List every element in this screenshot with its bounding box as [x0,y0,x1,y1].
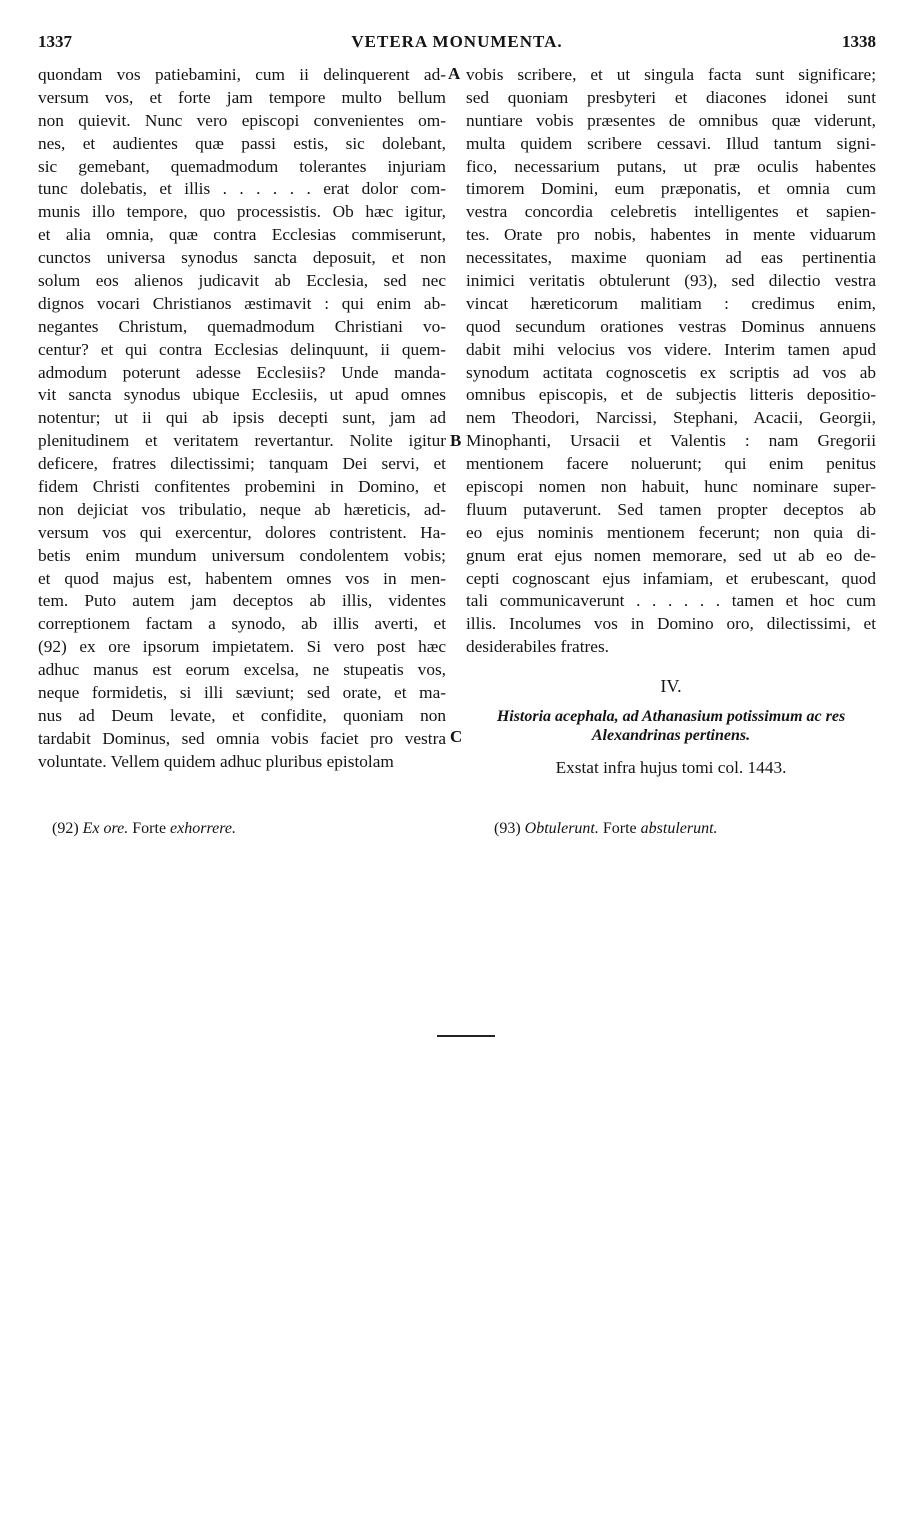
text-line: versum vos, et forte jam tempore multo bellum [38,87,446,107]
page-number-right: 1338 [842,32,876,51]
text-line: nem Theodori, Narcissi, Stephani, Acacii, Georgii, [466,408,876,428]
text-line: munis illo tempore, quo processistis. Ob hæc igitur, [38,202,446,222]
text-line: plenitudinem et veritatem revertantur. Nolite igitur [38,431,446,451]
text-line: episcopi nomen non habuit, hunc nominare super- [466,477,876,497]
text-line: eo ejus nominis mentionem fecerunt; non quia di- [466,522,876,542]
text-line: betis enim mundum universum condolentem vobis; [38,545,446,565]
text-line: tali communicaverunt . . . . . . tamen et hoc cum [466,591,876,611]
footnote-text: Forte [602,820,637,837]
text-line: quondam vos patiebamini, cum ii delinquerent ad- [38,65,446,84]
footnote-emendation: abstulerunt. [640,820,718,837]
running-title: VETERA MONUMENTA. [351,32,563,51]
text-line: illis. Incolumes vos in Domino oro, dilectissimi, et [466,614,876,634]
text-line: tem. Puto autem jam deceptos ab illis, videntes [38,591,446,611]
footnote-left [52,820,236,838]
text-line: non dejiciat vos tribulatio, neque ab hæreticis, ad- [38,499,446,519]
text-line: deficere, fratres dilectissimi; tanquam Dei servi, et [38,454,446,474]
text-line: necessitates, maxime quoniam ad eas pertinentia [466,248,876,268]
margin-marker-a: A [448,64,461,83]
text-line: sic gemebant, quemadmodum tolerantes injuriam [38,156,446,176]
text-line: mentionem facere noluerunt; qui enim penitus [466,454,876,474]
footnote-emendation: exhorrere. [170,820,236,837]
text-line: (92) ex ore ipsorum impietatem. Si vero post hæc [38,637,446,657]
text-line: vit sancta synodus ubique Ecclesiis, ut apud omnes [38,385,446,405]
text-line: tunc dolebatis, et illis . . . . . . erat dolor com- [38,179,446,199]
margin-marker-b: B [450,431,462,450]
left-column [38,64,446,774]
section-heading [466,707,876,745]
text-line: Minophanti, Ursacii et Valentis : nam Gregorii [466,431,876,451]
text-line: nus ad Deum levate, et confidite, quoniam non [38,705,446,725]
text-line: fico, necessarium putans, ut præ oculis habentes [466,156,876,176]
text-line: admodum poterunt adesse Ecclesiis? Unde manda- [38,362,446,382]
text-line: voluntate. Vellem quidem adhuc pluribus epistolam [38,751,394,771]
text-line: adhuc manus est eorum excelsa, ne stupeatis vos, [38,660,446,680]
section-heading-line: Historia acephala, ad Athanasium potissimum ac res [496,708,846,726]
text-line: dignos vocari Christianos æstimavit : qui enim ab- [38,293,446,313]
text-line: fidem Christi confitentes probemini in Domino, et [38,477,446,497]
text-line: correptionem factam a synodo, ab illis averti, et [38,614,446,634]
footnote-number: (92) [52,820,79,837]
text-line: centur? et qui contra Ecclesias delinquunt, ii quem- [38,339,446,359]
text-line: desiderabiles fratres. [466,637,609,657]
section-number: IV. [660,676,682,697]
right-column [466,64,876,780]
footnote-reference: Obtulerunt. [524,820,599,837]
text-line: notentur; ut ii qui ab ipsis decepti sunt, jam ad [38,408,446,428]
text-line: tes. Orate pro nobis, habentes in mente viduarum [466,225,876,245]
text-line: omnibus episcopis, et de subjectis litteris depositio- [466,385,876,405]
text-line: inimici veritatis obtulerunt (93), sed dilectio vestra [466,271,876,291]
text-line: timorem Domini, eum præponatis, et omnia cum [466,179,876,199]
text-line: nuntiare vobis præsentes de omnibus quæ viderunt, [466,110,876,130]
footnote-number: (93) [494,820,521,837]
text-line: sed quoniam presbyteri et diacones idonei sunt [466,87,876,107]
text-line: vestra concordia celebretis intelligentes et sapien- [466,202,876,222]
page-header [38,32,876,58]
text-line: multa quidem scribere cessavi. Illud tantum signi- [466,133,876,153]
text-line: tardabit Dominus, sed omnia vobis faciet pro vestra [38,728,446,748]
text-line: neque formidetis, si illi sæviunt; sed orate, et ma- [38,683,446,703]
text-line: et quod majus est, habentem omnes vos in men- [38,568,446,588]
text-line: versum vos qui exercentur, dolores contristent. Ha- [38,522,446,542]
text-line: quod secundum orationes vestras Dominus annuens [466,316,876,336]
text-line: solum eos alienos judicavit ab Ecclesia, sed nec [38,271,446,291]
text-line: negantes Christum, quemadmodum Christiani vo- [38,316,446,336]
footnote-text: Forte [132,820,167,837]
text-line: vobis scribere, et ut singula facta sunt significare; [466,65,876,84]
text-line: nes, et audientes quæ passi estis, sic dolebant, [38,133,446,153]
footnote-reference: Ex ore. [82,820,129,837]
text-line: cepti cognoscant ejus infamiam, et erubescant, quod [466,568,876,588]
closing-rule [437,1035,495,1037]
text-line: cunctos universa synodus sancta deposuit, et non [38,248,446,268]
text-line: dabit mihi velocius vos videre. Interim tamen apud [466,339,876,359]
text-line: et alia omnia, quæ contra Ecclesias commiserunt, [38,225,446,245]
text-line: non quievit. Nunc vero episcopi convenientes om- [38,110,446,130]
text-line: gnum erat ejus nomen memorare, sed ut ab eo de- [466,545,876,565]
margin-marker-c: C [450,727,463,746]
text-line: synodum actitata cognoscetis ex scriptis ad vos ab [466,362,876,382]
page-number-left: 1337 [38,32,72,51]
exstat-note: Exstat infra hujus tomi col. 1443. [555,758,787,778]
text-line: fluum putaverunt. Sed tamen propter deceptos ab [466,499,876,519]
section-iv [466,675,876,780]
text-line: vincat hæreticorum malitiam : credimus enim, [466,293,876,313]
footnote-right [494,820,718,838]
section-heading-line: Alexandrinas pertinens. [591,727,751,745]
